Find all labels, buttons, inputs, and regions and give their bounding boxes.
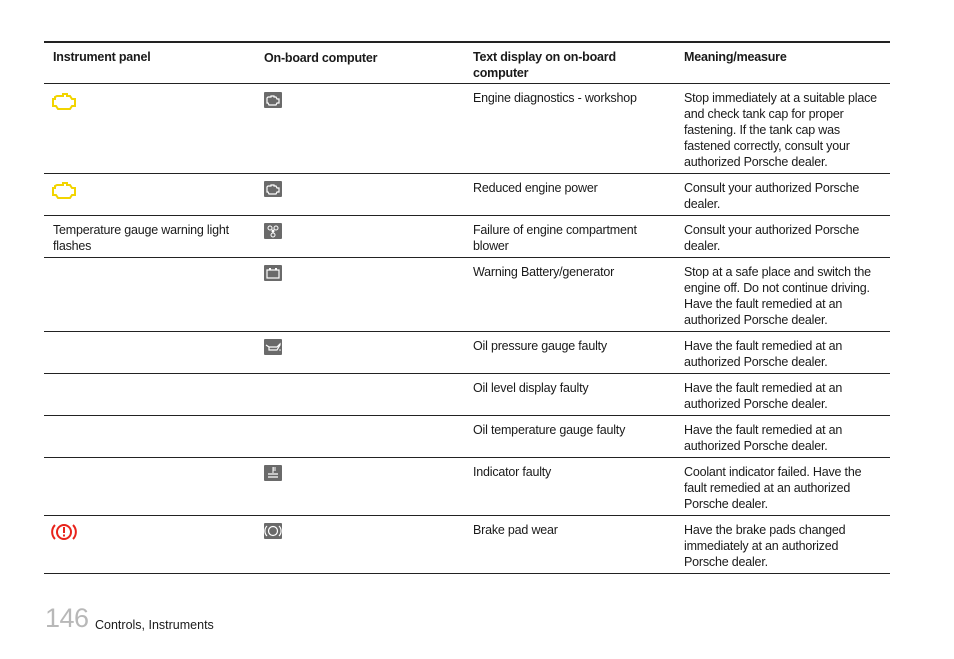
- header-instrument-panel: Instrument panel: [53, 50, 151, 64]
- display-text: Indicator faulty: [473, 465, 552, 479]
- table-row: [44, 174, 890, 216]
- header-on-board-computer: On-board computer: [264, 51, 378, 65]
- fan-icon: [264, 223, 282, 239]
- display-text: Failure of engine compartment blower: [473, 223, 637, 253]
- meaning-text: Consult your authorized Porsche dealer.: [684, 223, 860, 253]
- table-row: [44, 332, 890, 374]
- panel-text: Temperature gauge warning light flashes: [53, 223, 229, 253]
- display-text: Oil pressure gauge faulty: [473, 339, 607, 353]
- table-row: [44, 84, 890, 174]
- table-row: [44, 416, 890, 458]
- battery-icon: [264, 265, 282, 281]
- meaning-text: Stop at a safe place and switch the engine off. Do not continue driving. Have the fault remedied at an authorized Porsche dealer.: [684, 265, 871, 327]
- meaning-text: Have the brake pads changed immediately at an authorized Porsche dealer.: [684, 523, 846, 569]
- engine-check-icon: [51, 181, 77, 204]
- table-row: [44, 258, 890, 332]
- display-text: Oil temperature gauge faulty: [473, 423, 626, 437]
- page-number: 146: [45, 603, 89, 633]
- table-row: [44, 374, 890, 416]
- meaning-text: Have the fault remedied at an authorized Porsche dealer.: [684, 381, 843, 411]
- meaning-text: Have the fault remedied at an authorized Porsche dealer.: [684, 423, 843, 453]
- meaning-text: Coolant indicator failed. Have the fault remedied at an authorized Porsche dealer.: [684, 465, 862, 511]
- table-row: [44, 458, 890, 516]
- display-text: Warning Battery/generator: [473, 265, 615, 279]
- oil-can-icon: [264, 339, 282, 355]
- meaning-text: Stop immediately at a suitable place and check tank cap for proper fastening. If the tank cap was fastened correctly, consult your authorized Porsche dealer.: [684, 91, 877, 169]
- engine-icon: [264, 92, 282, 108]
- display-text: Brake pad wear: [473, 523, 558, 537]
- table-header-row: [44, 41, 890, 84]
- engine-icon: [264, 181, 282, 197]
- display-text: Oil level display faulty: [473, 381, 589, 395]
- meaning-text: Have the fault remedied at an authorized Porsche dealer.: [684, 339, 843, 369]
- meaning-text: Consult your authorized Porsche dealer.: [684, 181, 860, 211]
- coolant-icon: [264, 465, 282, 481]
- brake-pad-icon: [264, 523, 282, 539]
- display-text: Reduced engine power: [473, 181, 598, 195]
- header-text-display: Text display on on-board computer: [473, 50, 616, 80]
- section-title: Controls, Instruments: [95, 618, 214, 632]
- engine-check-icon: [51, 92, 77, 115]
- display-text: Engine diagnostics - workshop: [473, 91, 637, 105]
- brake-warning-icon: [51, 522, 77, 547]
- table-row: [44, 216, 890, 258]
- header-meaning-measure: Meaning/measure: [684, 50, 787, 64]
- fault-table: [44, 41, 890, 574]
- table-row: [44, 516, 890, 574]
